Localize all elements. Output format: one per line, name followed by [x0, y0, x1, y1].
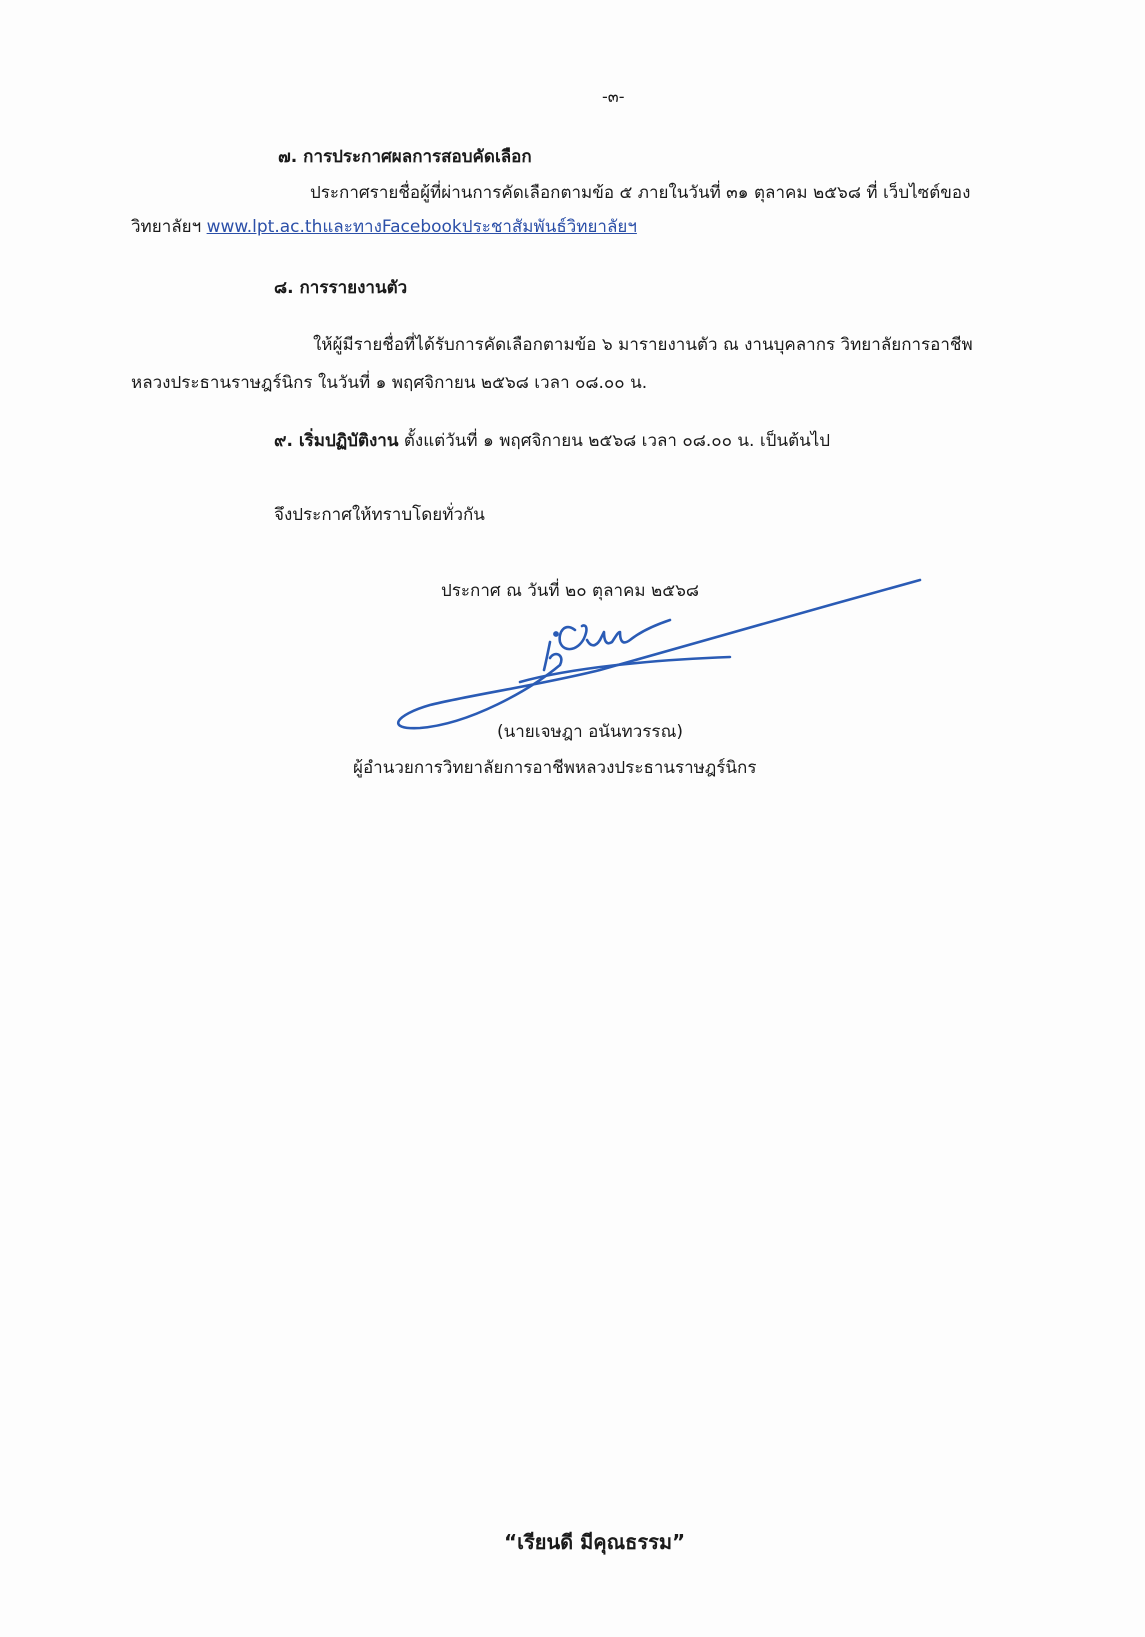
college-motto: “เรียนดี มีคุณธรรม”: [504, 1530, 686, 1554]
section-9-line: [274, 430, 830, 452]
handwritten-signature: [390, 570, 930, 740]
section-8-text-line-1: ให้ผู้มีรายชื่อที่ได้รับการคัดเลือกตามข้อ ๖ มารายงานตัว ณ งานบุคลากร วิทยาลัยการอาชีพ: [313, 335, 973, 355]
section-9-text: ตั้งแต่วันที่ ๑ พฤศจิกายน ๒๕๖๘ เวลา ๐๘.๐๐ น. เป็นต้นไป: [398, 431, 831, 451]
section-8-text-line-2: หลวงประธานราษฎร์นิกร ในวันที่ ๑ พฤศจิกายน ๒๕๖๘ เวลา ๐๘.๐๐ น.: [131, 373, 648, 393]
closing-statement: จึงประกาศให้ทราบโดยทั่วกัน: [274, 505, 485, 525]
section-9-heading: ๙. เริ่มปฏิบัติงาน: [274, 431, 399, 451]
signer-position: ผู้อำนวยการวิทยาลัยการอาชีพหลวงประธานราษฎร์นิกร: [353, 758, 757, 778]
signer-name: (นายเจษฎา อนันทวรรณ): [497, 722, 683, 742]
page-number: -๓-: [602, 87, 625, 106]
college-website-link[interactable]: www.lpt.ac.thและทางFacebookประชาสัมพันธ์วิทยาลัยฯ: [206, 217, 637, 237]
announcement-date: ประกาศ ณ วันที่ ๒๐ ตุลาคม ๒๕๖๘: [441, 581, 699, 601]
section-7-heading: ๗. การประกาศผลการสอบคัดเลือก: [278, 147, 532, 167]
section-7-text-prefix: วิทยาลัยฯ: [131, 217, 207, 237]
section-7-text-line-2: [131, 216, 637, 238]
section-8-heading: ๘. การรายงานตัว: [274, 278, 408, 298]
section-7-text-line-1: ประกาศรายชื่อผู้ที่ผ่านการคัดเลือกตามข้อ ๕ ภายในวันที่ ๓๑ ตุลาคม ๒๕๖๘ ที่ เว็บไซต์ของ: [310, 183, 971, 203]
